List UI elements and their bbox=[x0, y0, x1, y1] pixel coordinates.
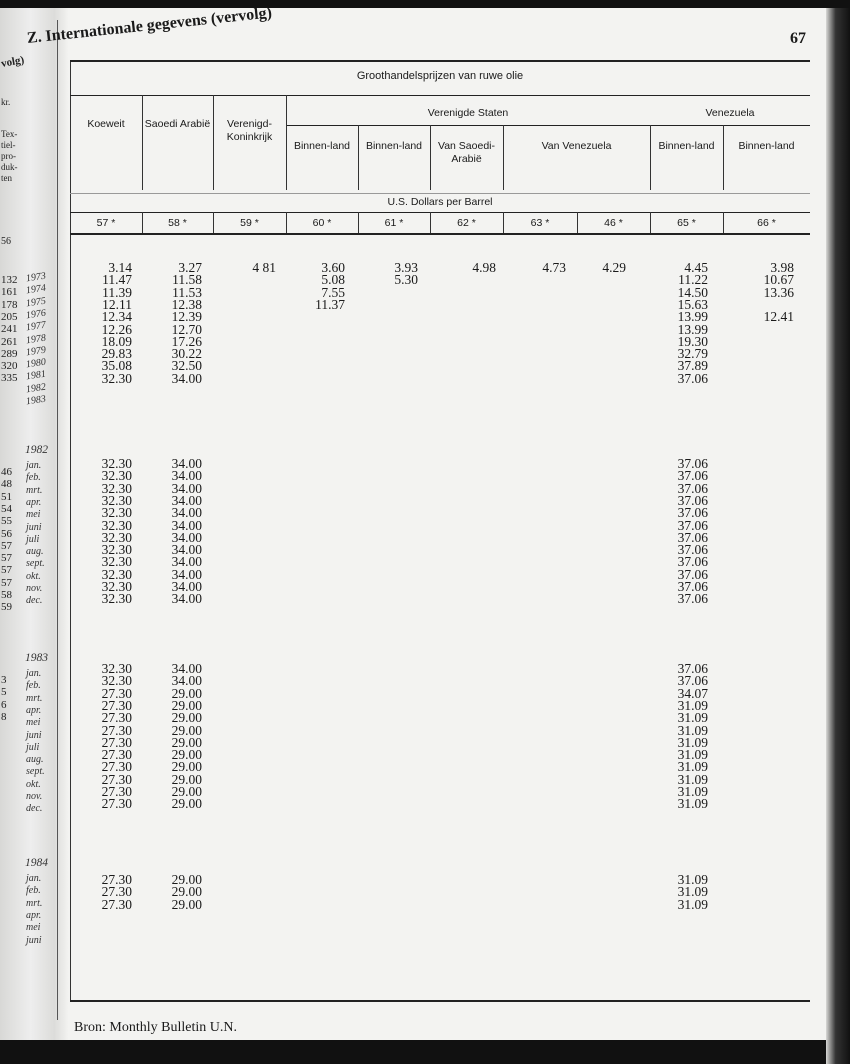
column-code: 58 * bbox=[168, 217, 187, 229]
column-header: Van Venezuela bbox=[541, 140, 612, 152]
adjacent-fragment: 56 bbox=[1, 236, 11, 247]
adjacent-value: 205 bbox=[1, 310, 18, 323]
data-cell: 32.30 bbox=[101, 566, 132, 582]
data-cell: 17.26 bbox=[171, 333, 202, 349]
data-cell: 27.30 bbox=[101, 884, 132, 900]
data-cell: 37.06 bbox=[677, 591, 708, 607]
data-cell: 29.00 bbox=[171, 796, 202, 812]
data-cell: 37.06 bbox=[677, 456, 708, 471]
month-label: juni bbox=[26, 934, 42, 946]
data-cell: 29.00 bbox=[171, 722, 202, 738]
data-cell: 27.30 bbox=[101, 896, 132, 912]
adjacent-value: 59 bbox=[1, 601, 12, 614]
year-label: 1980 bbox=[25, 356, 47, 371]
data-cell: 29.00 bbox=[171, 884, 202, 900]
column-header: Van Saoedi-Arabië bbox=[437, 140, 495, 165]
data-cell: 31.09 bbox=[677, 896, 708, 912]
data-cell: 34.00 bbox=[171, 529, 202, 545]
adjacent-value: 57 bbox=[1, 576, 12, 589]
data-cell: 37.06 bbox=[677, 554, 708, 570]
data-cell: 32.30 bbox=[101, 505, 132, 521]
column-code: 60 * bbox=[312, 217, 332, 229]
month-label: dec. bbox=[26, 803, 43, 815]
data-cell: 4 81 bbox=[252, 260, 276, 275]
data-cell: 37.89 bbox=[677, 358, 708, 374]
year-heading: 1982 bbox=[25, 444, 48, 456]
data-cell: 34.00 bbox=[171, 370, 202, 386]
data-cell: 13.99 bbox=[677, 321, 708, 337]
data-cell: 30.22 bbox=[171, 346, 202, 362]
data-cell: 12.39 bbox=[171, 309, 202, 325]
column-code: 65 * bbox=[677, 217, 696, 229]
data-cell: 27.30 bbox=[101, 771, 132, 787]
adjacent-value: 57 bbox=[1, 552, 12, 565]
data-cell: 31.09 bbox=[677, 747, 708, 763]
data-cell: 37.06 bbox=[677, 492, 708, 508]
page-edge bbox=[826, 8, 850, 1064]
data-cell: 27.30 bbox=[101, 784, 132, 799]
adjacent-header: volg) bbox=[0, 54, 26, 70]
adjacent-fragment: duk- bbox=[1, 162, 18, 172]
data-cell: 27.30 bbox=[101, 872, 132, 887]
data-cell: 34.00 bbox=[171, 492, 202, 508]
data-cell: 27.30 bbox=[101, 759, 132, 775]
adjacent-value: 161 bbox=[1, 286, 18, 299]
data-cell: 19.30 bbox=[677, 333, 708, 349]
data-cell: 27.30 bbox=[101, 796, 132, 812]
data-cell: 3.27 bbox=[178, 260, 202, 275]
month-label: aug. bbox=[26, 754, 44, 766]
data-cell: 27.30 bbox=[101, 697, 132, 713]
year-heading: 1984 bbox=[25, 857, 48, 869]
data-cell: 31.09 bbox=[677, 697, 708, 713]
data-cell: 34.00 bbox=[171, 542, 202, 558]
adjacent-fragment: kr. bbox=[1, 97, 11, 107]
data-cell: 32.30 bbox=[101, 480, 132, 496]
column-code: 61 * bbox=[384, 217, 404, 229]
adjacent-value: 54 bbox=[1, 502, 12, 515]
adjacent-fragment: Tex- bbox=[1, 129, 18, 139]
data-cell: 32.30 bbox=[101, 661, 132, 676]
column-divider bbox=[503, 125, 504, 190]
month-label: jan. bbox=[26, 668, 42, 679]
page-number: 67 bbox=[790, 30, 806, 47]
data-cell: 31.09 bbox=[677, 784, 708, 799]
data-cell: 31.09 bbox=[677, 884, 708, 900]
adjacent-value: 178 bbox=[1, 298, 18, 311]
adjacent-value: 57 bbox=[1, 539, 12, 552]
month-label: jan. bbox=[26, 460, 42, 471]
data-cell: 31.09 bbox=[677, 734, 708, 750]
data-cell: 32.30 bbox=[101, 492, 132, 508]
rule bbox=[70, 233, 810, 235]
year-label: 1982 bbox=[25, 381, 47, 396]
data-cell: 34.00 bbox=[171, 480, 202, 496]
section-title: Z. Internationale gegevens (vervolg) bbox=[26, 4, 273, 48]
column-header: Binnen-land bbox=[738, 140, 795, 152]
data-cell: 32.30 bbox=[101, 529, 132, 545]
month-label: feb. bbox=[26, 885, 41, 897]
year-label: 1977 bbox=[25, 319, 47, 334]
data-cell: 32.30 bbox=[101, 591, 132, 607]
data-cell: 32.50 bbox=[171, 358, 202, 374]
month-label: feb. bbox=[26, 472, 41, 484]
data-cell: 34.00 bbox=[171, 554, 202, 570]
data-cell: 11.53 bbox=[172, 284, 202, 300]
adjacent-value: 289 bbox=[1, 347, 18, 360]
data-cell: 18.09 bbox=[101, 333, 132, 349]
adjacent-value: 261 bbox=[1, 335, 18, 348]
data-cell: 11.39 bbox=[102, 284, 132, 300]
rule bbox=[70, 212, 810, 213]
adjacent-value: 55 bbox=[1, 515, 12, 528]
column-header: Saoedi Arabië bbox=[144, 118, 211, 130]
column-code: 62 * bbox=[457, 217, 476, 229]
data-cell: 37.06 bbox=[677, 566, 708, 582]
year-heading: 1983 bbox=[25, 652, 48, 664]
adjacent-value: 132 bbox=[1, 274, 18, 286]
column-code: 66 * bbox=[757, 217, 776, 229]
data-cell: 34.00 bbox=[171, 591, 202, 607]
data-cell: 3.98 bbox=[770, 260, 794, 275]
year-label: 1978 bbox=[25, 332, 47, 346]
month-label: sept. bbox=[26, 766, 45, 778]
data-cell: 27.30 bbox=[101, 747, 132, 763]
data-cell: 12.11 bbox=[102, 296, 132, 312]
column-divider bbox=[650, 125, 651, 190]
data-cell: 29.00 bbox=[171, 759, 202, 775]
data-cell: 27.30 bbox=[101, 710, 132, 726]
data-cell: 34.07 bbox=[677, 685, 708, 701]
data-cell: 27.30 bbox=[101, 734, 132, 750]
data-cell: 29.00 bbox=[171, 734, 202, 750]
data-cell: 29.00 bbox=[171, 697, 202, 713]
data-cell: 27.30 bbox=[101, 722, 132, 738]
month-label: juni bbox=[26, 521, 42, 533]
month-label: nov. bbox=[26, 583, 43, 594]
column-code: 57 * bbox=[96, 217, 116, 229]
data-cell: 12.41 bbox=[763, 309, 794, 325]
data-cell: 27.30 bbox=[101, 685, 132, 701]
rule bbox=[70, 193, 810, 194]
data-cell: 32.30 bbox=[101, 554, 132, 570]
data-cell: 37.06 bbox=[677, 542, 708, 558]
rule bbox=[286, 125, 810, 126]
data-cell: 15.63 bbox=[677, 296, 708, 312]
adjacent-value: 320 bbox=[1, 360, 18, 373]
data-cell: 3.60 bbox=[321, 260, 345, 275]
year-label: 1974 bbox=[25, 282, 47, 297]
unit-label: U.S. Dollars per Barrel bbox=[387, 196, 493, 208]
data-cell: 3.14 bbox=[108, 260, 132, 275]
month-label: juli bbox=[26, 741, 40, 753]
data-cell: 12.26 bbox=[101, 321, 132, 337]
data-cell: 12.34 bbox=[101, 309, 132, 325]
column-header: Binnen-land bbox=[365, 140, 423, 152]
month-label: nov. bbox=[26, 791, 43, 802]
column-divider bbox=[723, 125, 724, 190]
month-label: apr. bbox=[26, 704, 42, 716]
adjacent-value: 56 bbox=[1, 527, 12, 540]
month-label: feb. bbox=[26, 680, 41, 692]
data-cell: 32.79 bbox=[677, 346, 708, 362]
data-cell: 31.09 bbox=[677, 710, 708, 726]
adjacent-value: 241 bbox=[1, 323, 18, 336]
bottom-rule bbox=[70, 1000, 810, 1002]
month-label: dec. bbox=[26, 595, 43, 607]
source-note: Bron: Monthly Bulletin U.N. bbox=[74, 1020, 237, 1035]
adjacent-value: 6 bbox=[1, 698, 7, 711]
data-cell: 13.36 bbox=[763, 284, 794, 300]
data-cell: 11.47 bbox=[102, 272, 132, 288]
column-code: 46 * bbox=[604, 217, 623, 229]
adjacent-value: 46 bbox=[1, 466, 12, 478]
data-cell: 32.30 bbox=[101, 579, 132, 594]
data-cell: 32.30 bbox=[101, 673, 132, 689]
data-cell: 31.09 bbox=[677, 796, 708, 812]
year-label: 1976 bbox=[25, 307, 47, 322]
data-cell: 32.30 bbox=[101, 468, 132, 484]
data-cell: 37.06 bbox=[677, 370, 708, 386]
data-cell: 29.00 bbox=[171, 784, 202, 799]
column-header: Binnen-land bbox=[293, 140, 351, 152]
data-cell: 11.37 bbox=[315, 296, 345, 312]
data-cell: 7.55 bbox=[321, 284, 345, 300]
column-divider bbox=[142, 95, 143, 190]
data-cell: 34.00 bbox=[171, 579, 202, 594]
column-header: Binnen-land bbox=[658, 140, 715, 152]
data-cell: 3.93 bbox=[394, 260, 418, 275]
month-label: mrt. bbox=[26, 692, 43, 704]
adjacent-value: 335 bbox=[1, 372, 18, 385]
data-cell: 37.06 bbox=[677, 480, 708, 496]
data-cell: 12.38 bbox=[171, 296, 202, 312]
adjacent-fragment: ten bbox=[1, 173, 12, 183]
data-cell: 31.09 bbox=[677, 759, 708, 775]
adjacent-value: 57 bbox=[1, 564, 12, 577]
data-cell: 34.00 bbox=[171, 673, 202, 689]
data-cell: 11.58 bbox=[172, 272, 202, 288]
adjacent-value: 51 bbox=[1, 490, 12, 503]
data-cell: 14.50 bbox=[677, 284, 708, 300]
data-cell: 34.00 bbox=[171, 505, 202, 521]
month-label: okt. bbox=[26, 570, 41, 582]
data-cell: 31.09 bbox=[677, 771, 708, 787]
month-label: okt. bbox=[26, 778, 41, 790]
data-cell: 34.00 bbox=[171, 566, 202, 582]
data-cell: 32.30 bbox=[101, 542, 132, 558]
data-cell: 29.00 bbox=[171, 710, 202, 726]
year-label: 1973 bbox=[25, 270, 47, 285]
data-cell: 4.29 bbox=[602, 260, 626, 275]
data-cell: 37.06 bbox=[677, 661, 708, 676]
data-cell: 29.00 bbox=[171, 771, 202, 787]
data-cell: 5.08 bbox=[321, 272, 345, 288]
data-cell: 12.70 bbox=[171, 321, 202, 337]
month-label: aug. bbox=[26, 546, 44, 558]
year-label: 1981 bbox=[25, 369, 47, 383]
column-code: 63 * bbox=[530, 217, 550, 229]
adjacent-value: 5 bbox=[1, 686, 7, 699]
data-cell: 32.30 bbox=[101, 456, 132, 471]
adjacent-value: 3 bbox=[1, 674, 7, 686]
data-cell: 10.67 bbox=[763, 272, 794, 288]
data-cell: 29.83 bbox=[101, 346, 132, 362]
month-label: juli bbox=[26, 533, 40, 545]
data-cell: 37.06 bbox=[677, 517, 708, 533]
data-cell: 37.06 bbox=[677, 673, 708, 689]
data-cell: 37.06 bbox=[677, 579, 708, 594]
data-cell: 29.00 bbox=[171, 872, 202, 887]
table-caption: Groothandelsprijzen van ruwe olie bbox=[356, 70, 524, 82]
adjacent-fragment: tiel- bbox=[1, 140, 16, 150]
month-label: mrt. bbox=[26, 484, 43, 496]
data-cell: 31.09 bbox=[677, 722, 708, 738]
column-code: 59 * bbox=[240, 217, 259, 229]
year-label: 1975 bbox=[25, 295, 47, 309]
month-label: mei bbox=[26, 717, 41, 729]
rule bbox=[70, 95, 810, 96]
month-label: mei bbox=[26, 922, 41, 934]
data-cell: 34.00 bbox=[171, 517, 202, 533]
adjacent-value: 58 bbox=[1, 589, 12, 601]
data-cell: 5.30 bbox=[394, 272, 418, 288]
data-cell: 34.00 bbox=[171, 468, 202, 484]
gutter-line bbox=[57, 20, 58, 1020]
column-header: Koeweit bbox=[87, 118, 125, 130]
month-label: apr. bbox=[26, 496, 42, 508]
month-label: sept. bbox=[26, 558, 45, 570]
month-label: apr. bbox=[26, 909, 42, 921]
data-cell: 4.45 bbox=[684, 260, 708, 275]
data-cell: 32.30 bbox=[101, 517, 132, 533]
group-venezuela: Venezuela bbox=[705, 107, 755, 119]
column-divider bbox=[358, 125, 359, 190]
column-header: Verenigd-Koninkrijk bbox=[226, 118, 273, 143]
data-cell: 37.06 bbox=[677, 505, 708, 521]
data-cell: 29.00 bbox=[171, 896, 202, 912]
data-cell: 29.00 bbox=[171, 685, 202, 701]
data-cell: 37.06 bbox=[677, 529, 708, 545]
data-cell: 4.73 bbox=[542, 260, 566, 275]
data-cell: 32.30 bbox=[101, 370, 132, 386]
month-label: mrt. bbox=[26, 897, 43, 909]
data-cell: 31.09 bbox=[677, 872, 708, 887]
group-verenigde-staten: Verenigde Staten bbox=[427, 107, 509, 119]
data-cell: 35.08 bbox=[101, 358, 132, 374]
month-label: jan. bbox=[26, 873, 42, 884]
adjacent-value: 48 bbox=[1, 478, 12, 491]
adjacent-fragment: pro- bbox=[1, 151, 16, 161]
year-label: 1979 bbox=[25, 344, 47, 359]
month-label: juni bbox=[26, 729, 42, 741]
data-cell: 37.06 bbox=[677, 468, 708, 484]
top-rule bbox=[70, 60, 810, 62]
data-cell: 4.98 bbox=[472, 260, 496, 275]
data-cell: 13.99 bbox=[677, 309, 708, 325]
year-label: 1983 bbox=[25, 393, 47, 408]
data-cell: 29.00 bbox=[171, 747, 202, 763]
month-label: mei bbox=[26, 509, 41, 521]
data-cell: 34.00 bbox=[171, 456, 202, 471]
data-cell: 34.00 bbox=[171, 661, 202, 676]
adjacent-value: 8 bbox=[1, 710, 7, 723]
data-cell: 11.22 bbox=[678, 272, 708, 288]
